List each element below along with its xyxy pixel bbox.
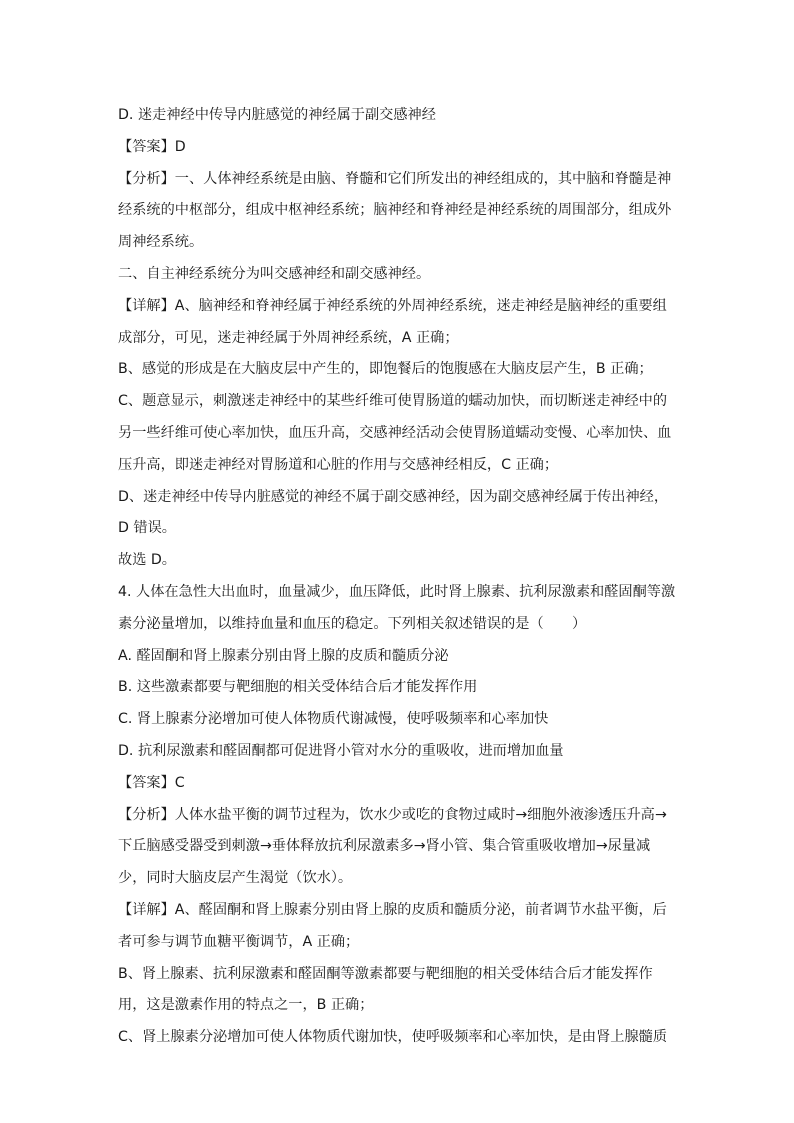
analysis-q4-line-1: 【分析】人体水盐平衡的调节过程为，饮水少或吃的食物过咸时→细胞外液渗透压升高→ bbox=[118, 806, 667, 823]
explanation-q3-line-3: B、感觉的形成是在大脑皮层中产生的，即饱餐后的饱腹感在大脑皮层产生，B 正确； bbox=[118, 361, 653, 378]
question-4-option-d: D. 抗利尿激素和醛固酮都可促进肾小管对水分的重吸收，进而增加血量 bbox=[118, 742, 564, 759]
choice-q3: 故选 D。 bbox=[118, 552, 176, 569]
answer-label-q4: 【答案】C bbox=[118, 774, 185, 791]
question-4-option-b: B. 这些激素都要与靶细胞的相关受体结合后才能发挥作用 bbox=[118, 679, 478, 696]
analysis-q3-line-1: 【分析】一、人体神经系统是由脑、脊髓和它们所发出的神经组成的，其中脑和脊髓是神 bbox=[118, 170, 672, 187]
question-4-option-c: C. 肾上腺素分泌增加可使人体物质代谢减慢，使呼吸频率和心率加快 bbox=[118, 711, 549, 728]
analysis-q4-line-2: 下丘脑感受器受到刺激→垂体释放抗利尿激素多→肾小管、集合管重吸收增加→尿量减 bbox=[118, 838, 651, 855]
option-d-prev-question: D. 迷走神经中传导内脏感觉的神经属于副交感神经 bbox=[118, 107, 436, 123]
analysis-q4-line-3: 少，同时大脑皮层产生渴觉（饮水）。 bbox=[118, 870, 353, 887]
question-4-stem-line-1: 4. 人体在急性大出血时，血量减少，血压降低，此时肾上腺素、抗利尿激素和醛固酮等激 bbox=[118, 583, 676, 600]
explanation-q3-line-6: 压升高，即迷走神经对胃肠道和心脏的作用与交感神经相反，C 正确； bbox=[118, 456, 559, 473]
explanation-q3-line-7: D、迷走神经中传导内脏感觉的神经不属于副交感神经，因为副交感神经属于传出神经， bbox=[118, 488, 669, 505]
explanation-q3-line-2: 成部分，可见，迷走神经属于外周神经系统，A 正确； bbox=[118, 329, 459, 346]
explanation-q4-line-2: 者可参与调节血糖平衡调节，A 正确； bbox=[118, 933, 360, 950]
explanation-q3-line-4: C、题意显示，刺激迷走神经中的某些纤维可使胃肠道的蠕动加快，而切断迷走神经中的 bbox=[118, 393, 668, 410]
explanation-q4-line-3: B、肾上腺素、抗利尿激素和醛固酮等激素都要与靶细胞的相关受体结合后才能发挥作 bbox=[118, 965, 653, 982]
analysis-q3-line-2: 经系统的中枢部分，组成中枢神经系统；脑神经和脊神经是神经系统的周围部分，组成外 bbox=[118, 202, 672, 219]
explanation-q3-line-1: 【详解】A、脑神经和脊神经属于神经系统的外周神经系统，迷走神经是脑神经的重要组 bbox=[118, 297, 667, 314]
explanation-q4-line-1: 【详解】A、醛固酮和肾上腺素分别由肾上腺的皮质和髓质分泌，前者调节水盐平衡，后 bbox=[118, 901, 667, 918]
explanation-q3-line-5: 另一些纤维可使心率加快，血压升高，交感神经活动会使胃肠道蠕动变慢、心率加快、血 bbox=[118, 424, 672, 441]
analysis-q3-line-3: 周神经系统。 bbox=[118, 234, 204, 251]
document-page bbox=[118, 100, 674, 1054]
explanation-q4-line-4: 用，这是激素作用的特点之一，B 正确； bbox=[118, 997, 374, 1014]
question-4-stem-line-2: 素分泌量增加，以维持血量和血压的稳定。下列相关叙述错误的是（ ） bbox=[118, 615, 587, 632]
explanation-q4-line-5: C、肾上腺素分泌增加可使人体物质代谢加快，使呼吸频率和心率加快，是由肾上腺髓质 bbox=[118, 1029, 668, 1046]
question-4-option-a: A. 醛固酮和肾上腺素分别由肾上腺的皮质和髓质分泌 bbox=[118, 647, 449, 664]
explanation-q3-line-8: D 错误。 bbox=[118, 520, 176, 537]
answer-label-q3: 【答案】D bbox=[118, 138, 186, 155]
analysis-q3-line-4: 二、自主神经系统分为叫交感神经和副交感神经。 bbox=[118, 265, 431, 282]
